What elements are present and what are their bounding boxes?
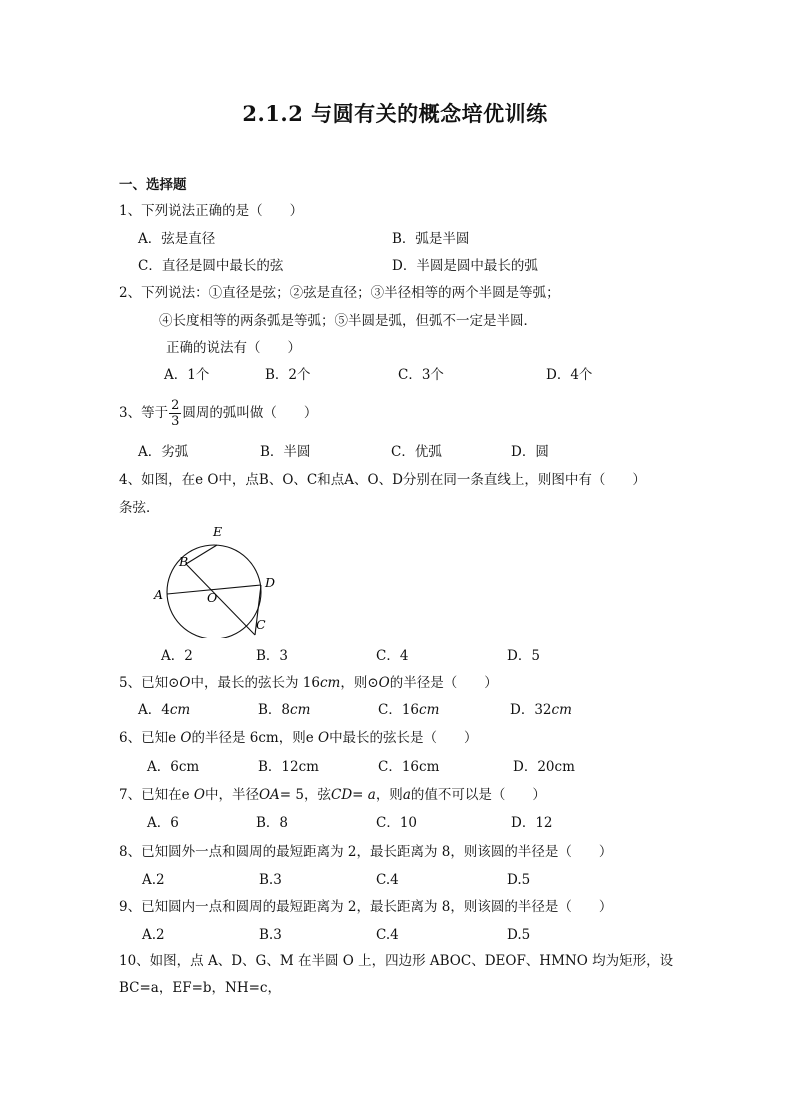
q5-b-unit: cm [290,702,311,718]
question-6-option-a: A．6cm [147,759,200,775]
q7-text-3: = 5，弦 [279,787,331,803]
question-5-option-a [138,701,190,719]
q7-var-a-2: a [402,787,411,803]
question-4-option-b: B．3 [256,648,289,664]
q6-var-o: O [180,730,192,746]
q5-text-3: ，则⊙ [340,675,379,691]
fraction-numerator: 2 [171,398,180,413]
q7-text-2: 中，半径 [204,787,259,803]
label-b: B [179,554,189,569]
question-5-option-b [258,701,310,719]
q7-var-cd: CD [330,787,353,803]
question-4-stem-line-1: 4、如图，在e O中，点B、O、C和点A、O、D分别在同一条直线上，则图中有（ ） [119,472,646,488]
question-5-option-c [378,701,439,719]
question-7-stem [119,786,546,804]
q7-text-5: ，则 [375,787,403,803]
chord-be [186,545,217,564]
label-a: A [154,587,164,602]
question-9-option-c: C.4 [376,927,399,943]
question-6-option-d: D．20cm [513,759,575,775]
q5-text-1: 5、已知⊙ [119,675,180,691]
q5-var-o: O [179,675,191,691]
question-9-option-b: B.3 [259,927,282,943]
question-6-stem [119,729,478,747]
circle-figure [140,518,290,638]
question-1-option-a: A．弦是直径 [138,231,216,247]
question-2-option-c: C．3个 [398,367,444,383]
question-1-option-d: D．半圆是圆中最长的弧 [392,258,538,274]
question-9-stem: 9、已知圆内一点和圆周的最短距离为 2，最长距离为 8，则该圆的半径是（ ） [119,899,613,915]
question-8-stem: 8、已知圆外一点和圆周的最短距离为 2，最长距离为 8，则该圆的半径是（ ） [119,844,613,860]
question-10-stem-line-2: BC=a，EF=b，NH=c， [119,980,281,996]
question-1-option-b: B．弧是半圆 [392,231,470,247]
question-4-stem-line-2: 条弦． [119,500,160,516]
q5-c-value: C．16 [378,702,420,718]
q5-b-value: B．8 [258,702,291,718]
question-3-option-d: D．圆 [511,444,549,460]
label-c: C [256,617,266,632]
question-3-option-c: C．优弧 [391,444,442,460]
q6-text-2: 的半径是 6cm，则e [191,730,318,746]
fraction [169,398,181,429]
q6-text-3: 中最长的弦长是（ ） [329,730,478,746]
fraction-denominator: 3 [171,414,180,429]
q7-text-4: = [352,787,368,803]
question-2-stem-line-2: ④长度相等的两条弧是等弧；⑤半圆是弧，但弧不一定是半圆． [159,313,537,329]
section-heading: 一、选择题 [119,177,187,193]
question-8-option-d: D.5 [507,872,531,888]
question-4-option-d: D．5 [507,648,540,664]
q7-var-o: O [193,787,205,803]
chord-bc [186,564,255,635]
page-title: 2.1.2 与圆有关的概念培优训练 [242,101,548,126]
question-7-option-b: B．8 [256,815,289,831]
q5-a-unit: cm [169,702,191,718]
question-2-stem-line-1: 2、下列说法：①直径是弦；②弦是直径；③半径相等的两个半圆是等弧； [119,285,560,301]
question-3-prefix: 3、等于 [119,405,169,421]
question-6-option-c: C．16cm [378,759,440,775]
question-1-option-c: C．直径是圆中最长的弦 [138,258,284,274]
question-2-option-d: D．4个 [546,367,593,383]
question-2-option-a: A．1个 [164,367,210,383]
question-4-option-a: A．2 [161,648,193,664]
label-o: O [207,590,218,605]
q5-a-value: A．4 [138,702,170,718]
question-8-option-c: C.4 [376,872,399,888]
question-7-option-d: D．12 [511,815,553,831]
q5-unit-cm: cm [319,675,341,691]
q7-text-6: 的值不可以是（ ） [410,787,546,803]
q6-var-o-2: O [317,730,330,746]
question-8-option-b: B.3 [259,872,282,888]
question-10-stem-line-1: 10、如图，点 A、D、G、M 在半圆 O 上，四边形 ABOC、DEOF、HMNO 均为矩形，设 [119,953,674,969]
q7-text-1: 7、已知在e [119,787,194,803]
q7-var-a: a [367,787,376,803]
question-9-option-d: D.5 [507,927,531,943]
label-d: D [265,575,276,590]
question-2-stem-line-3: 正确的说法有（ ） [166,340,301,356]
label-e: E [213,524,223,539]
question-4-option-c: C．4 [376,648,409,664]
question-3-suffix: 圆周的弧叫做（ ） [182,405,318,421]
q5-d-unit: cm [551,702,572,718]
q5-c-unit: cm [419,702,440,718]
question-6-option-b: B．12cm [258,759,319,775]
question-3-option-a: A．劣弧 [138,444,189,460]
question-3-stem [119,396,317,430]
q5-text-2: 中，最长的弦长为 16 [190,675,320,691]
q6-text-1: 6、已知e [119,730,181,746]
question-2-option-b: B．2个 [265,367,311,383]
q5-d-value: D．32 [510,702,552,718]
question-3-option-b: B．半圆 [260,444,311,460]
q5-var-o-2: O [378,675,390,691]
question-9-option-a: A.2 [142,927,165,943]
question-5-option-d [510,701,572,719]
q5-text-4: 的半径是（ ） [389,675,498,691]
question-5-stem [119,674,498,692]
q7-var-oa: OA [258,787,280,803]
question-8-option-a: A.2 [142,872,165,888]
question-7-option-a: A．6 [147,815,179,831]
question-7-option-c: C．10 [376,815,418,831]
question-1-stem: 1、下列说法正确的是（ ） [119,203,304,219]
